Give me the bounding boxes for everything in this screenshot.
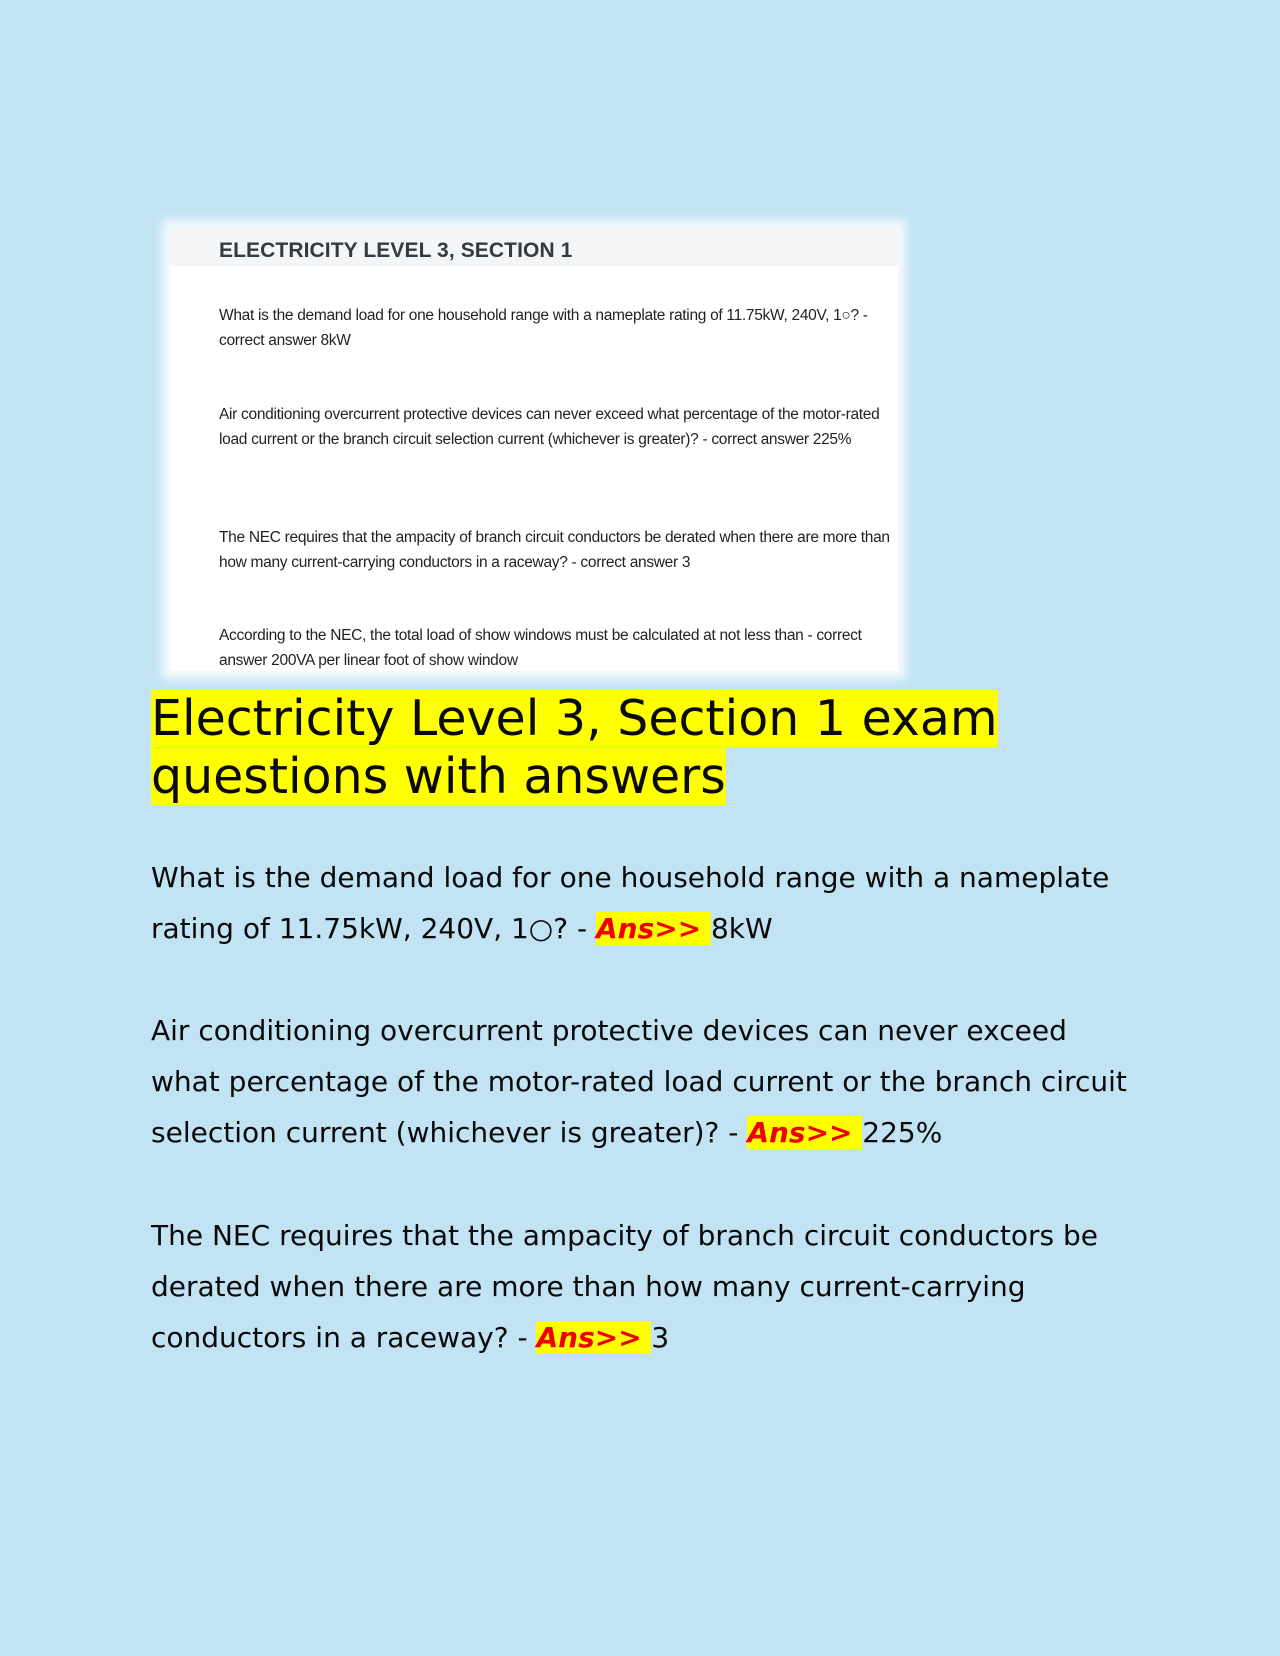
answer-tag: Ans>> xyxy=(747,1116,863,1149)
answer-tag: Ans>> xyxy=(536,1321,652,1354)
answer-tag: Ans>> xyxy=(596,912,711,945)
preview-question: The NEC requires that the ampacity of branch circuit conductors be derated when there are more than how many current-carrying conductors in a raceway? - correct answer 3 xyxy=(219,529,890,571)
question-block xyxy=(151,1210,1131,1363)
answer-text: 225% xyxy=(862,1116,943,1149)
preview-title: ELECTRICITY LEVEL 3, SECTION 1 xyxy=(219,239,573,262)
document-title-text: Electricity Level 3, Section 1 exam questions with answers xyxy=(151,690,998,805)
document-title xyxy=(151,690,1151,806)
preview-question: What is the demand load for one household range with a nameplate rating of 11.75kW, 240V, 1○? - correct answer 8kW xyxy=(219,307,868,349)
answer-text: 8kW xyxy=(710,912,773,945)
question-text: Air conditioning overcurrent protective devices can never exceed what percentage of the motor-rated load current or the branch circuit selection current (whichever is greater)? - xyxy=(151,1014,1127,1149)
question-text: The NEC requires that the ampacity of branch circuit conductors be derated when there are more than how many current-carrying conductors in a raceway? - xyxy=(151,1219,1098,1354)
answer-text: 3 xyxy=(651,1321,670,1354)
preview-image xyxy=(170,228,898,671)
question-block xyxy=(151,1005,1131,1158)
preview-question: Air conditioning overcurrent protective devices can never exceed what percentage of the motor-rated load current or the branch circuit selection current (whichever is greater)? - correct answer 225% xyxy=(219,406,880,448)
question-block xyxy=(151,852,1131,954)
preview-question: According to the NEC, the total load of show windows must be calculated at not less than - correct answer 200VA per linear foot of show window xyxy=(219,627,862,669)
question-text: What is the demand load for one household range with a nameplate rating of 11.75kW, 240V, 1○? - xyxy=(151,861,1110,945)
